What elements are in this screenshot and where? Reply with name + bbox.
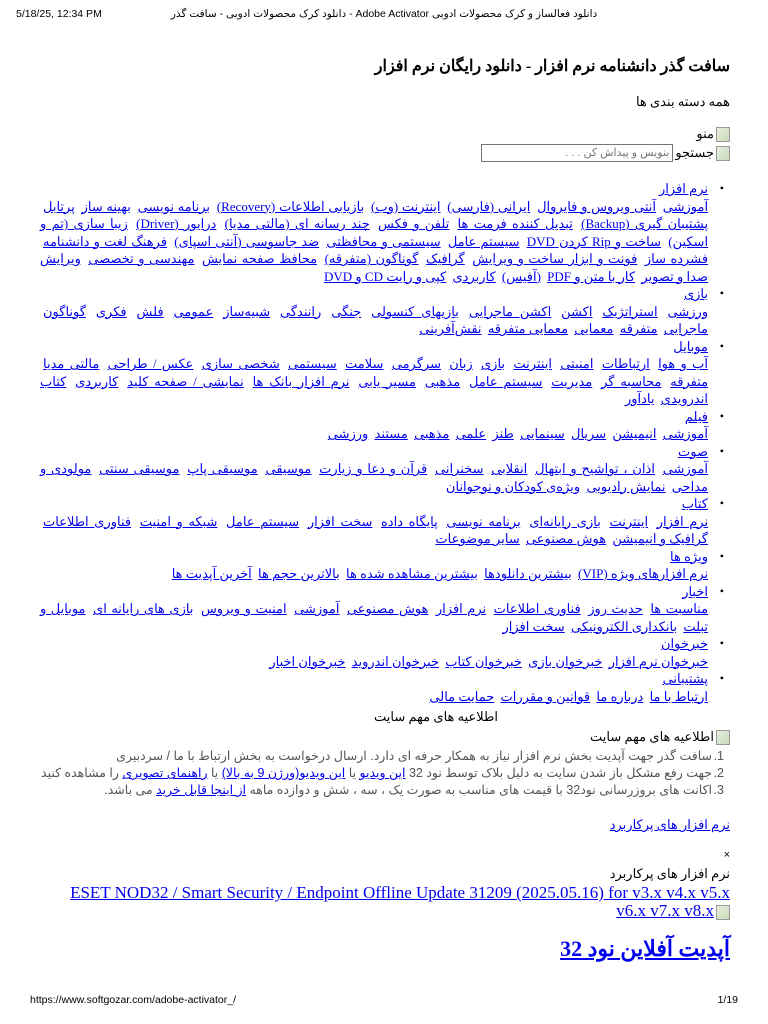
subcategory-link[interactable]: موسیقی: [265, 461, 312, 476]
category-item: [40, 635, 708, 670]
notice-number: 3.: [713, 783, 724, 797]
print-url: https://www.softgozar.com/adobe-activator_/: [30, 994, 237, 1006]
subcategory-link[interactable]: کاربردی: [452, 268, 496, 284]
subcategory-link[interactable]: آموزشی: [294, 601, 340, 616]
subcategory-link[interactable]: سیستم عامل: [447, 233, 520, 249]
subcategory-link[interactable]: محاسبه گر: [601, 373, 662, 389]
subcategory-link[interactable]: سخت افزار: [502, 618, 565, 634]
subcategory-link[interactable]: اکشن ماجرایی: [468, 303, 552, 319]
print-footer: [0, 994, 768, 1010]
broken-image-icon: [716, 905, 730, 920]
eset-update-text: ESET NOD32 / Smart Security / Endpoint Offline Update 31209 (2025.05.16) for v3.x v4.x v5.x v6.x v7.x v8.x: [70, 883, 730, 920]
category-title-link[interactable]: • ویژه ها: [670, 548, 708, 564]
subcategory-link[interactable]: کار با متن و PDF: [547, 268, 636, 284]
subcategory-link[interactable]: شبکه و امنیت: [139, 513, 218, 529]
subcategory-link[interactable]: خبرخوان بازی: [528, 653, 603, 669]
subcategory-link[interactable]: انیمیشن: [612, 426, 657, 441]
subcategory-link[interactable]: ارتباطات: [601, 356, 650, 371]
notice-image: [590, 729, 730, 745]
subcategory-list: [40, 653, 708, 671]
category-item: [40, 338, 708, 408]
subcategory-link[interactable]: نرم افزار بانک ها: [252, 373, 350, 389]
category-item: [40, 670, 708, 705]
subcategory-link[interactable]: تلفن و فکس: [378, 216, 450, 231]
subcategory-link[interactable]: بازیابی اطلاعات (Recovery): [216, 198, 365, 214]
subcategory-link[interactable]: آخرین آپدیت ها: [171, 566, 252, 581]
subcategory-link[interactable]: اینترنت (وب): [371, 198, 441, 214]
subcategory-link[interactable]: انقلابی: [491, 461, 528, 476]
subcategory-link[interactable]: متفرقه: [670, 373, 709, 389]
subcategory-link[interactable]: زبان: [449, 356, 473, 371]
subcategory-link[interactable]: بازی های رایانه ای: [93, 601, 194, 616]
all-categories-label[interactable]: همه دسته بندی ها: [635, 94, 730, 109]
subcategory-list: [40, 303, 708, 338]
subcategory-link[interactable]: طنز: [492, 426, 514, 441]
subcategory-link[interactable]: چند رسانه ای (مالتی مدیا): [224, 216, 370, 231]
subcategory-link[interactable]: آب و هوا: [658, 356, 708, 371]
subcategory-link[interactable]: امنیت و ویروس: [200, 601, 287, 616]
subcategory-link[interactable]: گرافیک و انیمیشن: [612, 531, 708, 546]
subcategory-link[interactable]: بانکداری الکترونیکی: [570, 618, 678, 634]
subcategory-link[interactable]: سریال: [571, 426, 607, 441]
subcategory-link[interactable]: آموزشی: [662, 198, 709, 214]
subcategory-link[interactable]: معمایی: [574, 321, 614, 336]
subcategory-link[interactable]: علمی: [455, 426, 487, 441]
notice-text: اکانت های بروزرسانی نود32 با قیمت های مناسب به صورت یک ، سه ، شش و دوازده ماهه: [246, 783, 712, 797]
category-item: [40, 443, 708, 496]
subcategory-link[interactable]: ماجرایی: [663, 321, 708, 336]
notice-item: [40, 748, 724, 765]
subcategory-link[interactable]: فلش: [136, 303, 164, 319]
subcategory-link[interactable]: برنامه نویسی: [137, 198, 211, 214]
subcategory-link[interactable]: شبیه‌ساز: [223, 303, 271, 319]
notice-link[interactable]: این ویدیو(ورژن 9 به بالا): [221, 766, 346, 780]
subcategory-link[interactable]: بیشترین دانلودها: [484, 566, 572, 581]
subcategory-list: [40, 198, 708, 286]
subcategory-link[interactable]: فشرده ساز: [644, 251, 709, 266]
site-title: سافت گذر دانشنامه نرم افزار - دانلود رایگان نرم افزار: [374, 58, 730, 75]
subcategory-link[interactable]: ورزشی: [667, 303, 709, 319]
subcategory-link[interactable]: جنگی: [331, 303, 362, 319]
subcategory-link[interactable]: بازی رایانه‌ای: [529, 513, 601, 529]
subcategory-link[interactable]: رانندگی: [280, 303, 322, 319]
eset-update-link[interactable]: [70, 883, 730, 920]
notice-text: سافت گذر جهت آپدیت بخش نرم افزار نیاز به همکار حرفه ای دارد. ارسال درخواست به بخش ارتباط با ما / سردبیری: [116, 749, 712, 763]
notice-text: می باشد.: [104, 783, 157, 797]
subcategory-link[interactable]: مهندسی و تخصصی: [88, 251, 195, 266]
useful-software-label: نرم افزار های پرکاربرد: [609, 866, 730, 881]
category-item: [40, 285, 708, 338]
subcategory-link[interactable]: بهینه ساز: [81, 198, 131, 214]
subcategory-link[interactable]: قرآن و دعا و زیارت: [319, 461, 428, 476]
subcategory-link[interactable]: حدیث روز: [588, 601, 643, 616]
subcategory-link[interactable]: نرم افزار: [656, 513, 709, 529]
subcategory-link[interactable]: برنامه نویسی: [446, 513, 521, 529]
subcategory-link[interactable]: خبرخوان اخبار: [269, 653, 346, 669]
subcategory-link[interactable]: ارتباط با ما: [649, 688, 708, 704]
subcategory-link[interactable]: نقش‌آفرینی: [419, 321, 482, 336]
subcategory-link[interactable]: معمایی متفرقه: [487, 321, 569, 336]
subcategory-link[interactable]: سرگرمی: [391, 356, 441, 371]
subcategory-link[interactable]: خبرخوان اندروید: [351, 653, 440, 669]
subcategory-list: [40, 425, 708, 443]
subcategory-link[interactable]: قوانین و مقررات: [500, 688, 591, 704]
category-title-link[interactable]: • فیلم: [684, 408, 708, 424]
subcategory-list: [40, 688, 708, 706]
subcategory-link[interactable]: یادآور: [624, 391, 655, 406]
subcategory-link[interactable]: زیبا سازی (تم و اسکین): [40, 216, 709, 249]
notice-list: [40, 748, 730, 799]
category-title-link[interactable]: • کتاب: [681, 496, 708, 511]
subcategory-link[interactable]: ایرانی (فارسی): [447, 198, 531, 214]
subcategory-link[interactable]: مولودی و مداحی: [40, 461, 708, 494]
useful-software-link[interactable]: نرم افزار های پرکاربرد: [609, 817, 730, 832]
subcategory-link[interactable]: بازیهای کنسولی: [371, 303, 459, 319]
broken-image-icon: [716, 730, 730, 745]
subcategory-link[interactable]: ساخت و Rip کردن DVD: [526, 233, 662, 249]
category-title-link[interactable]: • موبایل: [673, 338, 708, 354]
subcategory-link[interactable]: خبرخوان نرم افزار: [608, 653, 708, 669]
notice-number: 1.: [713, 749, 724, 763]
subcategory-link[interactable]: عمومی: [173, 303, 214, 319]
offline-update-link[interactable]: آپدیت آفلاین نود 32: [560, 936, 730, 961]
subcategory-link[interactable]: کتاب اندرویدی: [40, 373, 708, 406]
subcategory-link[interactable]: آنتی ویروس و فایروال: [537, 198, 657, 214]
category-title-link[interactable]: • پشتیبانی: [662, 671, 708, 686]
subcategory-list: [40, 355, 708, 408]
subcategory-link[interactable]: سینمایی: [520, 426, 565, 441]
category-title-link[interactable]: • صوت: [678, 443, 708, 459]
category-list: [40, 180, 730, 705]
subcategory-link[interactable]: اینترنت: [609, 513, 649, 529]
notice-item: [40, 765, 724, 782]
subcategory-link[interactable]: بازی: [481, 356, 506, 371]
category-title-link[interactable]: • اخبار: [682, 583, 708, 599]
notice-text: یا: [345, 766, 360, 780]
subcategory-link[interactable]: هوش مصنوعی: [346, 601, 429, 616]
subcategory-link[interactable]: فرهنگ لغت و دانشنامه: [43, 233, 168, 249]
notice-number: 2.: [713, 766, 724, 780]
subcategory-link[interactable]: سیستمی: [288, 356, 337, 371]
subcategory-link[interactable]: سلامت: [345, 356, 384, 371]
notice-item: [40, 782, 724, 799]
subcategory-link[interactable]: گوناگون (متفرقه): [324, 251, 419, 266]
subcategory-link[interactable]: مستند: [374, 426, 408, 441]
subcategory-link[interactable]: فناوری اطلاعات: [43, 513, 132, 529]
subcategory-link[interactable]: پایگاه داده: [381, 513, 438, 529]
subcategory-link[interactable]: موسیقی سنتی: [99, 461, 180, 476]
subcategory-link[interactable]: مناسبت ها: [650, 601, 709, 616]
category-item: [40, 180, 708, 285]
subcategory-link[interactable]: مدیریت: [551, 373, 593, 389]
subcategory-link[interactable]: پشتیبان گیری (Backup): [581, 216, 709, 231]
notice-text: یا: [207, 766, 222, 780]
subcategory-link[interactable]: (آفیس): [501, 268, 541, 284]
subcategory-list: [40, 600, 708, 635]
category-item: [40, 548, 708, 583]
broken-image-icon: [716, 146, 730, 161]
subcategory-link[interactable]: ویژه‌ی کودکان و نوجوانان: [445, 478, 581, 494]
subcategory-link[interactable]: آموزشی: [662, 426, 708, 441]
subcategory-link[interactable]: هوش مصنوعی: [525, 531, 607, 546]
category-item: [40, 408, 708, 443]
offline-update-heading[interactable]: [560, 936, 730, 962]
subcategory-link[interactable]: بالاترین حجم ها: [258, 566, 340, 581]
search-button[interactable]: [675, 145, 730, 161]
subcategory-link[interactable]: سایر موضوعات: [435, 531, 520, 546]
subcategory-link[interactable]: خبرخوان کتاب: [445, 653, 522, 669]
notice-text: جهت رفع مشکل باز شدن سایت به دلیل بلاک توسط نود 32: [405, 766, 712, 780]
notice-text: را مشاهده کنید: [41, 766, 123, 780]
close-icon[interactable]: ×: [723, 849, 730, 861]
category-title-link[interactable]: • نرم افزار: [659, 181, 708, 196]
subcategory-link[interactable]: مالتی مدیا: [43, 356, 100, 371]
subcategory-list: [40, 565, 708, 583]
subcategory-link[interactable]: ضد جاسوسی (آنتی اسپای): [174, 233, 320, 249]
subcategory-link[interactable]: درباره ما: [596, 688, 644, 704]
search-alt-text: جستجو: [675, 145, 714, 160]
subcategory-list: [40, 460, 708, 495]
subcategory-link[interactable]: سیستم عامل: [469, 373, 543, 389]
category-item: [40, 495, 708, 548]
subcategory-link[interactable]: استراتژیک: [602, 303, 658, 319]
print-date: 5/18/25, 12:34 PM: [16, 8, 102, 20]
notice-img-alt: اطلاعیه های مهم سایت: [590, 729, 714, 744]
subcategory-link[interactable]: شخصی سازی: [201, 356, 280, 371]
subcategory-link[interactable]: سیستم عامل: [226, 513, 300, 529]
subcategory-link[interactable]: سخت افزار: [307, 513, 373, 529]
category-title-link[interactable]: • بازی: [683, 286, 708, 301]
menu-button[interactable]: [696, 126, 730, 142]
subcategory-link[interactable]: مذهبی: [424, 373, 461, 389]
subcategory-link[interactable]: نمایش رادیویی: [586, 478, 666, 494]
notice-link[interactable]: راهنمای تصویری: [122, 766, 208, 780]
broken-image-icon: [716, 127, 730, 142]
subcategory-link[interactable]: آموزشی: [662, 461, 709, 476]
subcategory-link[interactable]: امنیتی: [560, 356, 594, 371]
eset-update-entry: [50, 884, 730, 920]
subcategory-link[interactable]: ویرایش صدا و تصویر: [40, 251, 708, 284]
print-page-count: 1/19: [717, 994, 738, 1006]
subcategory-link[interactable]: فناوری اطلاعات: [493, 601, 581, 616]
subcategory-link[interactable]: متفرقه: [619, 321, 658, 336]
subcategory-link[interactable]: ورزشی: [327, 426, 369, 441]
notice-link[interactable]: این ویدیو: [359, 766, 406, 780]
subcategory-link[interactable]: سخنرانی: [435, 461, 484, 476]
subcategory-link[interactable]: درایور (Driver): [136, 216, 217, 231]
subcategory-link[interactable]: سیستمی و محافظتی: [326, 233, 441, 249]
category-item: [40, 583, 708, 636]
category-title-link[interactable]: • خبرخوان: [660, 636, 708, 651]
subcategory-link[interactable]: اکشن: [561, 303, 593, 319]
subcategory-link[interactable]: پرتابل: [43, 198, 75, 214]
subcategory-link[interactable]: گوناگون: [43, 303, 86, 319]
subcategory-link[interactable]: حمایت مالی: [429, 688, 495, 704]
subcategory-link[interactable]: بیشترین مشاهده شده ها: [346, 566, 478, 581]
print-header: [0, 8, 768, 24]
subcategory-link[interactable]: نرم افزار: [435, 601, 487, 616]
subcategory-list: [40, 513, 708, 548]
search-row: [481, 144, 730, 162]
subcategory-link[interactable]: کاربردی: [75, 373, 119, 389]
subcategory-link[interactable]: مسیر یابی: [358, 373, 416, 389]
menu-alt-text: منو: [696, 126, 714, 141]
search-input[interactable]: [481, 144, 673, 162]
subcategory-link[interactable]: موسیقی پاپ: [187, 461, 258, 476]
subcategory-link[interactable]: اذان ، تواشیح و ابتهال: [535, 461, 655, 476]
subcategory-link[interactable]: گرافیک: [425, 251, 465, 266]
subcategory-link[interactable]: محافظ صفحه نمایش: [201, 251, 318, 266]
notice-link[interactable]: از اینجا قابل خرید: [156, 783, 247, 797]
subcategory-link[interactable]: نرم افزارهای ویژه (VIP): [578, 566, 708, 581]
subcategory-link[interactable]: موبایل و تبلت: [40, 601, 708, 634]
subcategory-link[interactable]: فکری: [95, 303, 127, 319]
subcategory-link[interactable]: تبدیل کننده فرمت ها: [457, 216, 573, 231]
subcategory-link[interactable]: کپی و رایت CD و DVD: [323, 268, 447, 284]
subcategory-link[interactable]: اینترنت: [513, 356, 552, 371]
print-doc-title: دانلود کرک محصولات ادوبی - سافت گذر - Adobe Activator دانلود فعالساز و کرک محصولات ادوبی: [170, 8, 598, 20]
subcategory-link[interactable]: مذهبی: [414, 426, 450, 441]
subcategory-link[interactable]: نمایشی / صفحه کلید: [127, 373, 244, 389]
subcategory-link[interactable]: عکس / طراحی: [107, 356, 194, 371]
subcategory-link[interactable]: فونت و ابزار ساخت و ویرایش: [472, 251, 638, 266]
notice-heading: اطلاعیه های مهم سایت: [374, 709, 498, 724]
